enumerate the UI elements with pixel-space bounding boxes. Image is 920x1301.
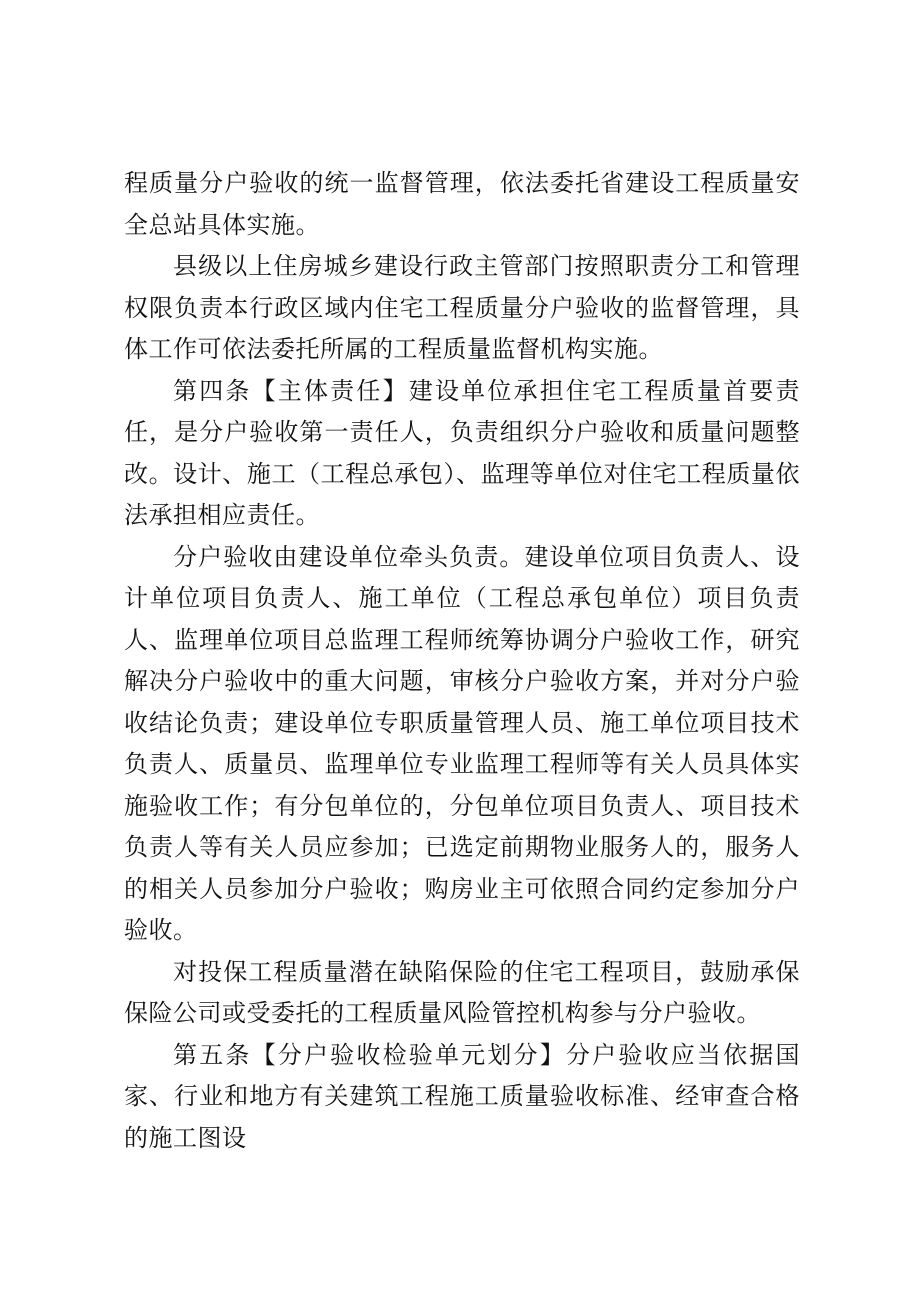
paragraph-insurance: 对投保工程质量潜在缺陷保险的住宅工程项目，鼓励承保保险公司或受委托的工程质量风险管控机构参与分户验收。 <box>124 957 800 1027</box>
paragraph-continuation: 程质量分户验收的统一监督管理，依法委托省建设工程质量安全总站具体实施。 <box>124 169 800 239</box>
document-body <box>124 163 800 1159</box>
paragraph-article-4: 第四条【主体责任】建设单位承担住宅工程质量首要责任，是分户验收第一责任人，负责组织分户验收和质量问题整改。设计、施工（工程总承包）、监理等单位对住宅工程质量依法承担相应责任。 <box>124 376 800 529</box>
paragraph-county-supervision: 县级以上住房城乡建设行政主管部门按照职责分工和管理权限负责本行政区域内住宅工程质量分户验收的监督管理，具体工作可依法委托所属的工程质量监督机构实施。 <box>124 252 800 363</box>
paragraph-article-5: 第五条【分户验收检验单元划分】分户验收应当依据国家、行业和地方有关建筑工程施工质量验收标准、经审查合格的施工图设 <box>124 1040 800 1152</box>
paragraph-acceptance-lead: 分户验收由建设单位牵头负责。建设单位项目负责人、设计单位项目负责人、施工单位（工程总承包单位）项目负责人、监理单位项目总监理工程师统筹协调分户验收工作，研究解决分户验收中的重大问题，审核分户验收方案，并对分户验收结论负责；建设单位专职质量管理人员、施工单位项目技术负责人、质量员、监理单位专业监理工程师等有关人员具体实施验收工作；有分包单位的，分包单位项目负责人、项目技术负责人等有关人员应参加；已选定前期物业服务人的，服务人的相关人员参加分户验收；购房业主可依照合同约定参加分户验收。 <box>124 542 800 944</box>
